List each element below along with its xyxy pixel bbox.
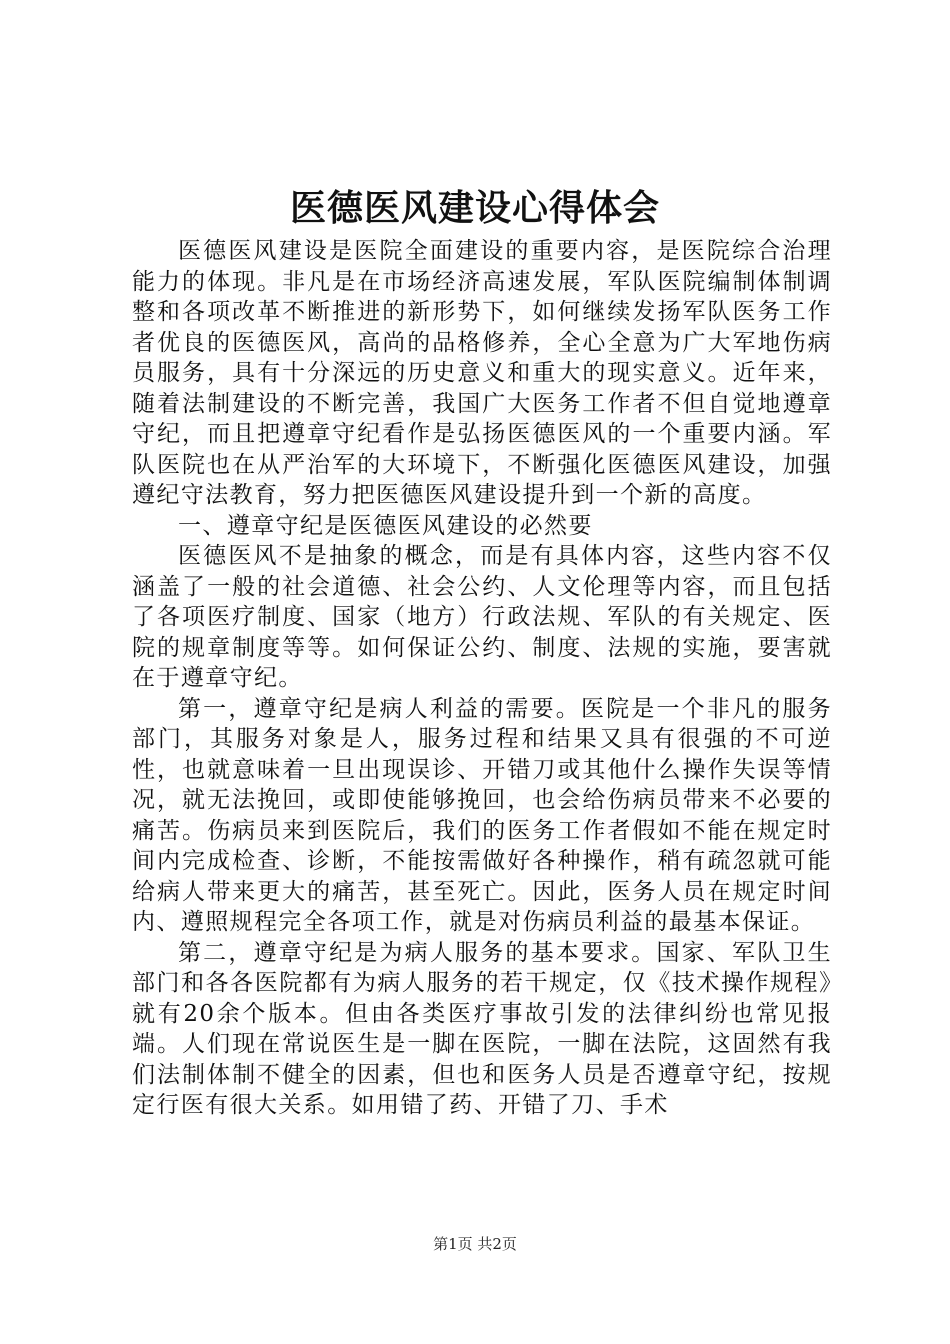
paragraph-section-intro: 医德医风不是抽象的概念，而是有具体内容，这些内容不仅涵盖了一般的社会道德、社会公约、人文伦理等内容，而且包括了各项医疗制度、国家（地方）行政法规、军队的有关规定、医院的规章制度等等。如何保证公约、制度、法规的实施，要害就在于遵章守纪。 [132, 543, 832, 691]
paragraph-second-point: 第二，遵章守纪是为病人服务的基本要求。国家、军队卫生部门和各各医院都有为病人服务的若干规定，仅《技术操作规程》就有20余个版本。但由各类医疗事故引发的法律纠纷也常见报端。人们现在常说医生是一脚在医院，一脚在法院，这固然有我们法制体制不健全的因素，但也和医务人员是否遵章守纪，按规定行医有很大关系。如用错了药、开错了刀、手术 [132, 939, 832, 1118]
document-title: 医德医风建设心得体会 [289, 187, 660, 229]
paragraph-intro: 医德医风建设是医院全面建设的重要内容，是医院综合治理能力的体现。非凡是在市场经济高速发展，军队医院编制体制调整和各项改革不断推进的新形势下，如何继续发扬军队医务工作者优良的医德医风，高尚的品格修养，全心全意为广大军地伤病员服务，具有十分深远的历史意义和重大的现实意义。近年来，随着法制建设的不断完善，我国广大医务工作者不但自觉地遵章守纪，而且把遵章守纪看作是弘扬医德医风的一个重要内涵。军队医院也在从严治军的大环境下，不断强化医德医风建设，加强遵纪守法教育，努力把医德医风建设提升到一个新的高度。 [132, 238, 832, 508]
section-heading: 一、遵章守纪是医德医风建设的必然要 [178, 512, 593, 539]
paragraph-first-point: 第一，遵章守纪是病人利益的需要。医院是一个非凡的服务部门，其服务对象是人，服务过程和结果又具有很强的不可逆性，也就意味着一旦出现误诊、开错刀或其他什么操作失误等情况，就无法挽回，或即使能够挽回，也会给伤病员带来不必要的痛苦。伤病员来到医院后，我们的医务工作者假如不能在规定时间内完成检查、诊断，不能按需做好各种操作，稍有疏忽就可能给病人带来更大的痛苦，甚至死亡。因此，医务人员在规定时间内、遵照规程完全各项工作，就是对伤病员利益的最基本保证。 [132, 695, 832, 935]
page-number-footer: 第1页 共2页 [433, 1235, 517, 1253]
document-body [132, 236, 832, 1121]
